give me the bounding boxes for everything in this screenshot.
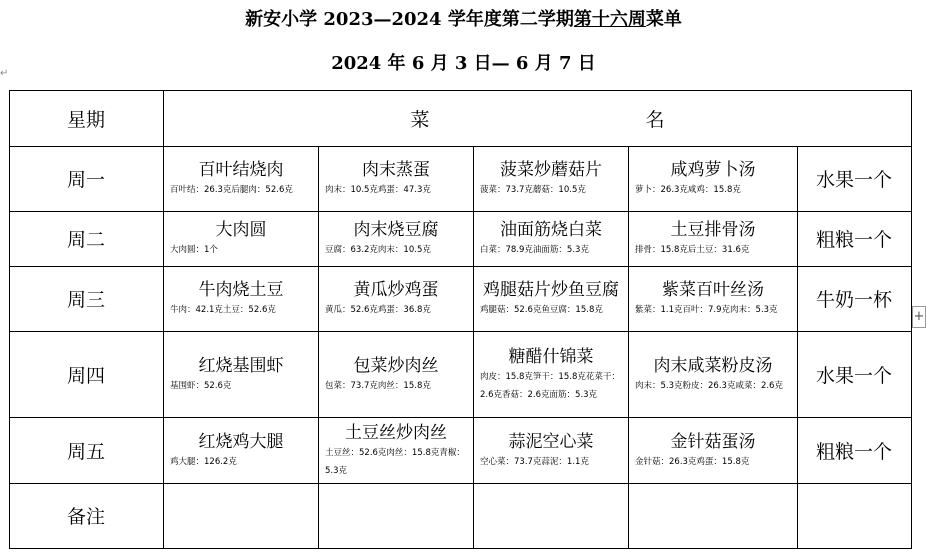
- dish-name: 紫菜百叶丝汤: [662, 280, 764, 300]
- dish-cell: [164, 212, 318, 266]
- header-menu-a: 菜: [410, 108, 430, 131]
- table-hline: [9, 548, 912, 549]
- menu-title: [0, 8, 927, 32]
- dish-ingredients: 百叶结：26.3克后腿肉：52.6克: [170, 185, 293, 195]
- dish-ingredients: 大肉圆：1个: [170, 245, 218, 255]
- dish-cell: [319, 147, 473, 211]
- dish-cell: [629, 147, 797, 211]
- extra-cell: 水果一个: [815, 364, 892, 387]
- dish-name: 黄瓜炒鸡蛋: [353, 280, 439, 300]
- dish-ingredients: 肉末：10.5克鸡蛋：47.3克: [325, 185, 431, 195]
- dish-ingredients: 土豆丝：52.6克肉丝：15.8克青椒：5.3克: [325, 447, 465, 476]
- dish-name: 包菜炒肉丝: [353, 355, 439, 376]
- dish-ingredients: 紫菜：1.1克百叶：7.9克肉末：5.3克: [635, 305, 778, 315]
- dish-name: 金针菇蛋汤: [670, 431, 756, 452]
- dish-cell: [319, 418, 473, 483]
- dish-name: 菠菜炒蘑菇片: [500, 160, 602, 180]
- dish-cell: [164, 147, 318, 211]
- dish-name: 蒜泥空心菜: [508, 431, 594, 452]
- day-cell: 周二: [66, 229, 105, 251]
- dish-cell: [629, 267, 797, 331]
- dish-cell: [474, 212, 628, 266]
- dish-ingredients: 鸡腿菇：52.6克鱼豆腐：15.8克: [480, 305, 603, 315]
- dish-name: 糖醋什锦菜: [508, 346, 594, 367]
- header-day: 星期: [66, 108, 105, 131]
- dish-name: 油面筋烧白菜: [500, 220, 602, 240]
- extra-cell: 粗粮一个: [815, 440, 892, 463]
- title-week: 第十六周: [573, 9, 646, 30]
- dish-name: 百叶结烧肉: [198, 160, 284, 180]
- note-label: 备注: [66, 506, 105, 528]
- dish-ingredients: 肉皮：15.8克笋干：15.8克花菜干：2.6克香菇：2.6克面筋：5.3克: [480, 371, 620, 400]
- dish-ingredients: 鸡大腿：126.2克: [170, 456, 237, 467]
- dish-cell: [164, 332, 318, 417]
- dish-cell: [474, 267, 628, 331]
- day-cell: 周一: [66, 169, 105, 191]
- dish-name: 鸡腿菇片炒鱼豆腐: [483, 280, 619, 300]
- dish-ingredients: 肉末：5.3克粉皮：26.3克咸菜：2.6克: [635, 380, 783, 391]
- day-cell: 周三: [66, 289, 105, 311]
- dish-cell: [319, 267, 473, 331]
- dish-name: 红烧基围虾: [198, 355, 284, 376]
- dish-ingredients: 白菜：78.9克油面筋：5.3克: [480, 245, 589, 255]
- dish-name: 土豆排骨汤: [670, 220, 756, 240]
- header-menu-b: 名: [645, 108, 665, 131]
- extra-cell: 水果一个: [815, 169, 892, 191]
- extra-cell: 粗粮一个: [815, 229, 892, 251]
- dish-ingredients: 基围虾：52.6克: [170, 380, 232, 391]
- dish-name: 咸鸡萝卜汤: [670, 160, 756, 180]
- title-prefix: 新安小学 2023—2024 学年度第二学期: [245, 9, 574, 30]
- dish-cell: [319, 332, 473, 417]
- table-vline: [911, 90, 912, 549]
- dish-cell: [629, 332, 797, 417]
- dish-ingredients: 包菜：73.7克肉丝：15.8克: [325, 380, 431, 391]
- dish-ingredients: 空心菜：73.7克蒜泥：1.1克: [480, 456, 589, 467]
- dish-ingredients: 牛肉：42.1克土豆：52.6克: [170, 305, 276, 315]
- dish-cell: [474, 147, 628, 211]
- extra-cell: 牛奶一杯: [815, 289, 892, 311]
- plus-icon[interactable]: +: [912, 306, 926, 328]
- dish-cell: [629, 212, 797, 266]
- dish-name: 牛肉烧土豆: [198, 280, 284, 300]
- dish-cell: [319, 212, 473, 266]
- dish-name: 大肉圆: [215, 220, 267, 240]
- title-suffix: 菜单: [645, 9, 682, 30]
- dish-ingredients: 萝卜：26.3克咸鸡：15.8克: [635, 185, 741, 195]
- dish-ingredients: 豆腐：63.2克肉末：10.5克: [325, 245, 431, 255]
- dish-ingredients: 黄瓜：52.6克鸡蛋：36.8克: [325, 305, 431, 315]
- dish-name: 土豆丝炒肉丝: [345, 422, 447, 443]
- return-mark-icon: ↵: [0, 68, 9, 79]
- dish-cell: [629, 418, 797, 483]
- day-cell: 周五: [66, 440, 105, 463]
- dish-ingredients: 金针菇：26.3克鸡蛋：15.8克: [635, 456, 750, 467]
- menu-dates: 2024 年 6 月 3 日— 6 月 7 日: [331, 53, 596, 74]
- day-cell: 周四: [66, 364, 105, 387]
- dish-cell: [164, 267, 318, 331]
- dish-name: 肉末烧豆腐: [353, 220, 439, 240]
- dish-ingredients: 排骨：15.8克后土豆：31.6克: [635, 245, 750, 255]
- dish-ingredients: 菠菜：73.7克蘑菇：10.5克: [480, 185, 586, 195]
- dish-cell: [164, 418, 318, 483]
- dish-name: 红烧鸡大腿: [198, 431, 284, 452]
- dish-cell: [474, 418, 628, 483]
- dish-cell: [474, 332, 628, 417]
- dish-name: 肉末蒸蛋: [362, 160, 430, 180]
- dish-name: 肉末咸菜粉皮汤: [653, 355, 773, 376]
